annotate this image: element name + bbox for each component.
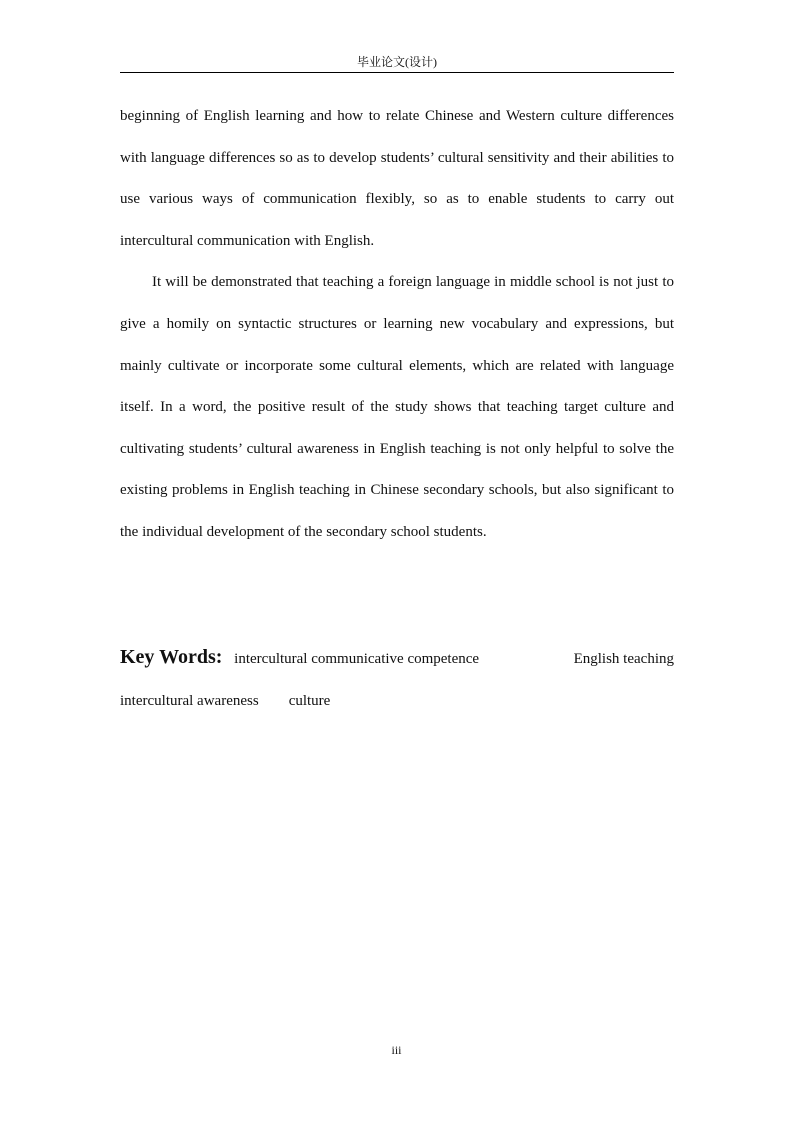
keywords-line-1 [120, 637, 674, 681]
keyword-item: intercultural communicative competence [234, 651, 480, 667]
paragraph-continuation: beginning of English learning and how to relate Chinese and Western culture differences with language differences so as to develop students’ cultural sensitivity and their abilities to use various ways of communication flexibly, so as to enable students to carry out intercultural communication with English. [120, 108, 674, 249]
header-divider [120, 72, 674, 73]
keyword-item: English teaching [573, 651, 674, 667]
paragraph-result: It will be demonstrated that teaching a foreign language in middle school is not just to give a homily on syntactic structures or learning new vocabulary and expressions, but mainly cultivate or incorporate some cultural elements, which are related with language itself. In a word, the positive result of the study shows that teaching target culture and cultivating students’ cultural awareness in English teaching is not only helpful to solve the existing problems in English teaching in Chinese secondary schools, but also significant to the individual development of the secondary school students. [120, 274, 674, 540]
keyword-item: culture [288, 692, 331, 709]
keywords-line-2 [120, 681, 674, 723]
keyword-item: intercultural awareness [120, 692, 259, 709]
keywords-label: Key Words: [120, 646, 223, 668]
abstract-body [120, 96, 674, 554]
keywords-section [120, 637, 674, 722]
running-header: 毕业论文(设计) [357, 55, 437, 69]
page-number: iii [391, 1043, 402, 1057]
